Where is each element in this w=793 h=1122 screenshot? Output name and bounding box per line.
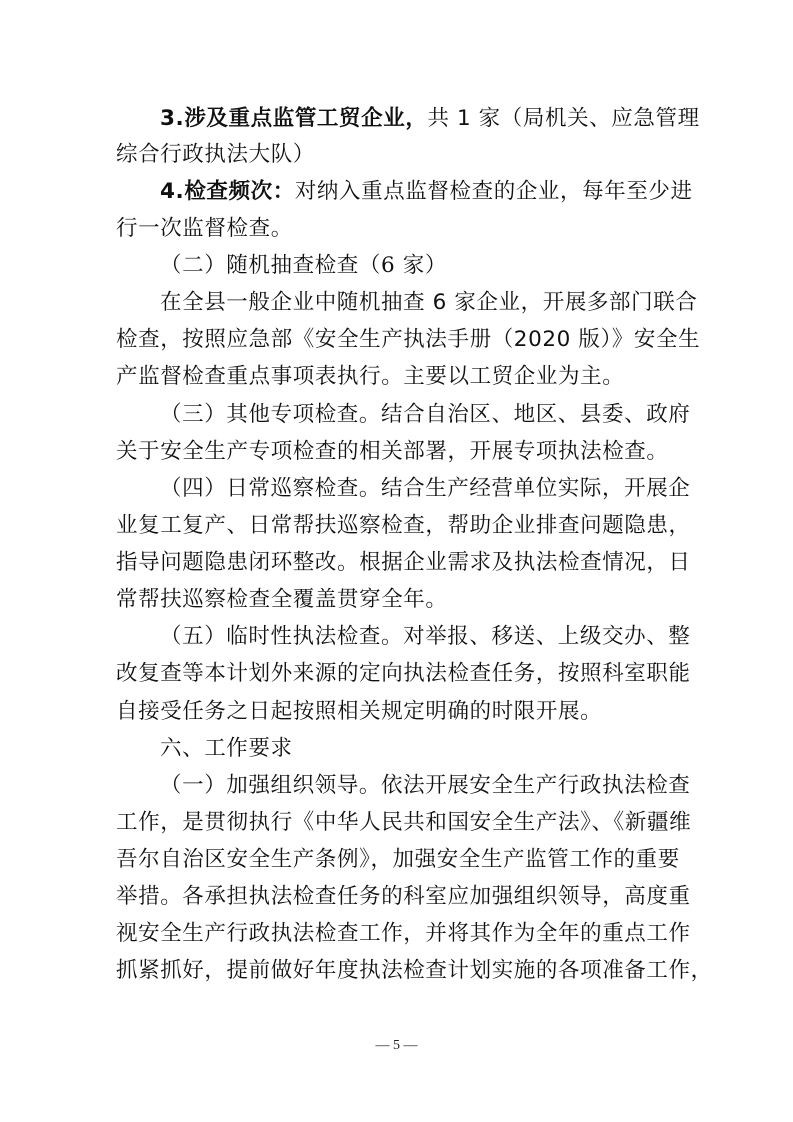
paragraph-line: 工作，是贯彻执行《中华人民共和国安全生产法》、《新疆维 (116, 810, 692, 835)
paragraph-line: 4.检查频次：对纳入重点监督检查的企业，每年至少进 (160, 179, 693, 204)
paragraph-line: 产监督检查重点事项表执行。主要以工贸企业为主。 (116, 364, 625, 389)
paragraph-line: 视安全生产行政执法检查工作，并将其作为全年的重点工作 (116, 921, 691, 946)
page-number: — 5 — (375, 1038, 418, 1053)
paragraph-line: （五）临时性执法检查。对举报、移送、上级交办、整 (160, 624, 691, 649)
bold-heading: 3.涉及重点监管工贸企业， (160, 106, 428, 131)
paragraph-line: 改复查等本计划外来源的定向执法检查任务，按照科室职能 (116, 661, 691, 686)
paragraph-line: 行一次监督检查。 (116, 216, 293, 241)
paragraph-line: 抓紧抓好，提前做好年度执法检查计划实施的各项准备工作， (116, 958, 713, 983)
paragraph-line: （一）加强组织领导。依法开展安全生产行政执法检查 (160, 773, 691, 798)
paragraph-line: （三）其他专项检查。结合自治区、地区、县委、政府 (160, 402, 691, 427)
paragraph-line: 指导问题隐患闭环整改。根据企业需求及执法检查情况，日 (116, 550, 691, 575)
paragraph-line: 举措。各承担执法检查任务的科室应加强组织领导，高度重 (116, 884, 691, 909)
paragraph-line: 常帮扶巡察检查全覆盖贯穿全年。 (116, 587, 448, 612)
paragraph-line: 3.涉及重点监管工贸企业，共 1 家（局机关、应急管理 (160, 106, 700, 131)
paragraph-line: （四）日常巡察检查。结合生产经营单位实际，开展企 (160, 476, 691, 501)
bold-heading: 4.检查频次： (160, 179, 295, 204)
paragraph-line: 自接受任务之日起按照相关规定明确的时限开展。 (116, 699, 603, 724)
paragraph-line: 关于安全生产专项检查的相关部署，开展专项执法检查。 (116, 439, 669, 464)
section-heading: 六、工作要求 (160, 736, 293, 761)
paragraph-line: 业复工复产、日常帮扶巡察检查，帮助企业排查问题隐患， (116, 513, 691, 538)
paragraph-line: 综合行政执法大队） (116, 142, 315, 167)
section-heading: （二）随机抽查检查（6 家） (160, 253, 447, 278)
paragraph-line: 检查，按照应急部《安全生产执法手册（2020 版）》安全生 (116, 327, 701, 352)
paragraph-line: 吾尔自治区安全生产条例》，加强安全生产监管工作的重要 (116, 847, 680, 872)
paragraph-line: 在全县一般企业中随机抽查 6 家企业，开展多部门联合 (160, 290, 698, 315)
